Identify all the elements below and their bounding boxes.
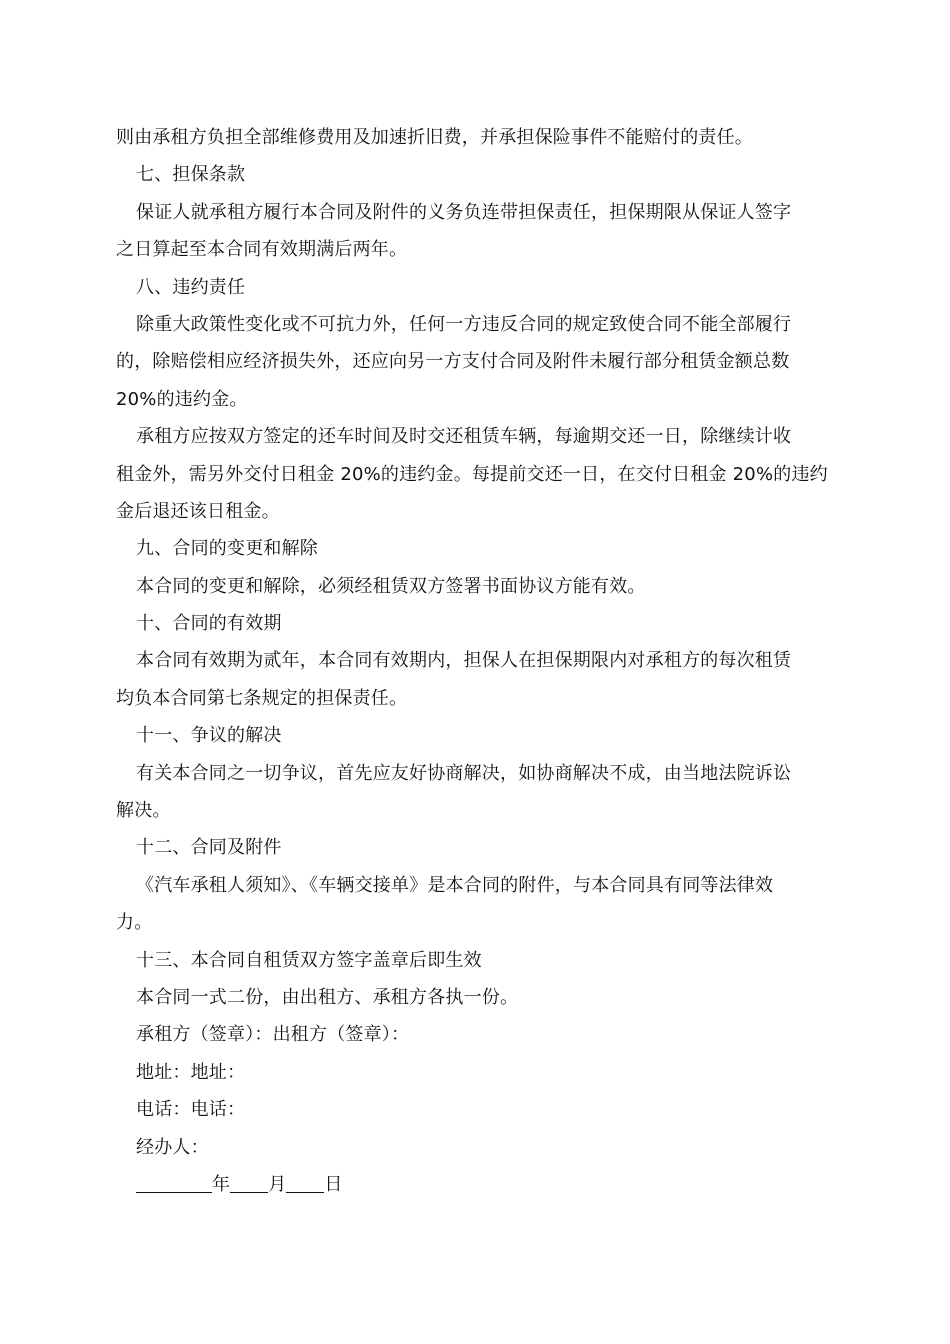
text-line: 十三、本合同自租赁双方签字盖章后即生效	[136, 949, 482, 971]
text-line: 金后退还该日租金。	[116, 500, 280, 522]
text-line: 七、担保条款	[136, 164, 246, 186]
text-line: 地址：地址：	[136, 1061, 246, 1083]
text-line: 承租方（签章）：出租方（签章）：	[136, 1024, 410, 1046]
text-line: 十一、争议的解决	[136, 725, 282, 747]
text-line: 经办人：	[136, 1136, 209, 1158]
text-line: 本合同有效期为贰年，本合同有效期内，担保人在担保期限内对承租方的每次租赁	[136, 650, 792, 672]
text-line: 十二、合同及附件	[136, 837, 282, 859]
date-line	[116, 1166, 836, 1203]
date-unit-label: 月	[268, 1173, 287, 1195]
text-line: 除重大政策性变化或不可抗力外，任何一方违反合同的规定致使合同不能全部履行	[136, 313, 792, 335]
text-line: 电话：电话：	[136, 1099, 246, 1121]
text-line: 20%的违约金。	[116, 388, 248, 410]
contract-text	[116, 119, 836, 1203]
fill-in-blank	[230, 1172, 268, 1193]
text-line: 本合同的变更和解除，必须经租赁双方签署书面协议方能有效。	[136, 575, 646, 597]
text-line: 租金外，需另外交付日租金 20%的违约金。每提前交还一日，在交付日租金 20%的违约	[116, 463, 828, 485]
date-unit-label: 年	[212, 1173, 231, 1195]
text-line: 《汽车承租人须知》、《车辆交接单》是本合同的附件，与本合同具有同等法律效	[136, 874, 774, 896]
text-line: 之日算起至本合同有效期满后两年。	[116, 239, 408, 261]
text-line: 承租方应按双方签定的还车时间及时交还租赁车辆，每逾期交还一日，除继续计收	[136, 426, 792, 448]
text-line: 九、合同的变更和解除	[136, 538, 318, 560]
date-unit-label: 日	[324, 1173, 343, 1195]
text-line: 则由承租方负担全部维修费用及加速折旧费，并承担保险事件不能赔付的责任。	[116, 127, 753, 148]
fill-in-blank	[136, 1172, 212, 1193]
text-line: 本合同一式二份，由出租方、承租方各执一份。	[136, 986, 519, 1008]
text-line: 十、合同的有效期	[136, 613, 282, 635]
text-line: 的，除赔偿相应经济损失外，还应向另一方支付合同及附件未履行部分租赁金额总数	[116, 351, 790, 373]
fill-in-blank	[286, 1172, 324, 1193]
text-line: 均负本合同第七条规定的担保责任。	[116, 687, 408, 709]
text-line: 有关本合同之一切争议，首先应友好协商解决，如协商解决不成，由当地法院诉讼	[136, 762, 792, 784]
text-line: 八、违约责任	[136, 276, 246, 298]
text-line: 解决。	[116, 800, 171, 822]
text-line: 力。	[116, 912, 153, 934]
text-line: 保证人就承租方履行本合同及附件的义务负连带担保责任，担保期限从保证人签字	[136, 201, 792, 223]
